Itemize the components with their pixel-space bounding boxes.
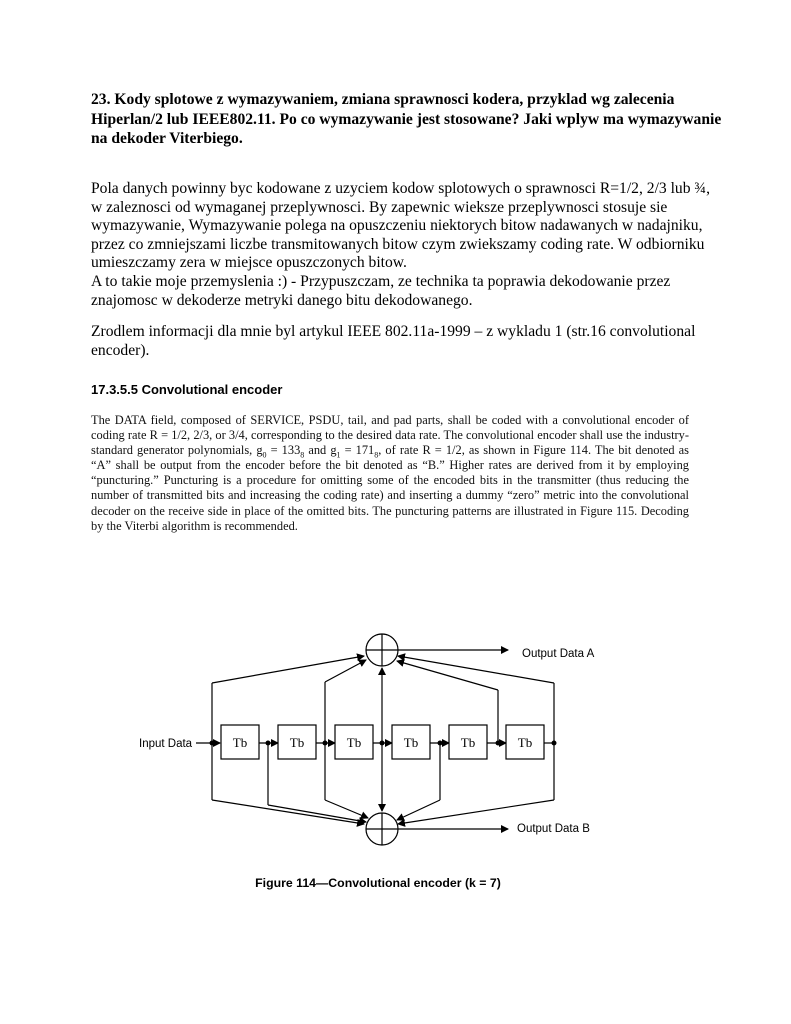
delay-label: Tb	[517, 735, 533, 750]
g0-subscript: 0	[262, 450, 267, 460]
g1-subscript: 1	[336, 450, 341, 460]
delay-label: Tb	[232, 735, 248, 750]
scan-text-part: The DATA field, composed of SERVICE, PSDU, tail, and pad parts, shall be coded with a convolutional encoder of coding rate R = 1/2, 2/3, or 3/4, corresponding to the desired data rate. The convolutional encoder shall use the industry-standard generator polynomials, g	[91, 413, 689, 458]
delay-label: Tb	[403, 735, 419, 750]
scan-text-part: , of rate R = 1/2, as shown in Figure 114. The bit denoted as “A” shall be output from the encoder before the bit denoted as “B.” Higher rates are derived from it by employing “puncturing.” Puncturing is a procedure for omitting some of the encoded bits in the transmitter (thus reducing the number of transmitted bits and increasing the coding rate) and inserting a dummy “zero” metric into the convolutional decoder on the receive side in place of the omitted bits. The puncturing patterns are illustrated in Figure 115. Decoding by the Viterbi algorithm is recommended.	[91, 443, 690, 533]
output-b-label: Output Data B	[517, 823, 590, 835]
delay-label: Tb	[289, 735, 305, 750]
delay-label: Tb	[460, 735, 476, 750]
input-data-label: Input Data	[139, 738, 193, 750]
figure-caption: Figure 114—Convolutional encoder (k = 7)	[255, 876, 501, 890]
scan-text-part: and g	[304, 443, 337, 458]
answer-text: Pola danych powinny byc kodowane z uzyciem kodow splotowych o sprawnosci R=1/2, 2/3 lub ¾, w zaleznosci od wymaganej przeplywnosci. By zapewnic wieksze przeplywnosci stosuje sie wymazywanie, Wymazywanie polega na opuszczeniu niektorych bitow nadawanych w nadajniku, przez co zmniejszami liczbe transmitowanych bitow czym zwiekszamy coding rate. W odbiorniku umieszczamy zera w miejsce opuszczonych bitow.	[91, 180, 711, 272]
section-title: 17.3.5.5 Convolutional encoder	[91, 382, 283, 397]
source-paragraph: Zrodlem informacji dla mnie byl artykul IEEE 802.11a-1999 – z wykladu 1 (str.16 convolutional encoder).	[91, 323, 696, 359]
octal-subscript: 8	[300, 450, 305, 460]
output-a-label: Output Data A	[522, 648, 595, 660]
octal-subscript: 8	[374, 450, 379, 460]
delay-label: Tb	[346, 735, 362, 750]
question-heading: 23. Kody splotowe z wymazywaniem, zmiana sprawnosci kodera, przyklad wg zalecenia Hiperlan/2 lub IEEE802.11. Po co wymazywanie jest stosowane? Jaki wplyw ma wymazywanie na dekoder Viterbiego.	[91, 91, 722, 147]
scan-text-part: = 171	[340, 443, 375, 458]
scan-text-part: = 133	[266, 443, 301, 458]
author-remark: A to takie moje przemyslenia :) - Przypuszczam, ze technika ta poprawia dekodowanie przez znajomosc w dekoderze metryki danego bitu dekodowanego.	[91, 272, 671, 309]
